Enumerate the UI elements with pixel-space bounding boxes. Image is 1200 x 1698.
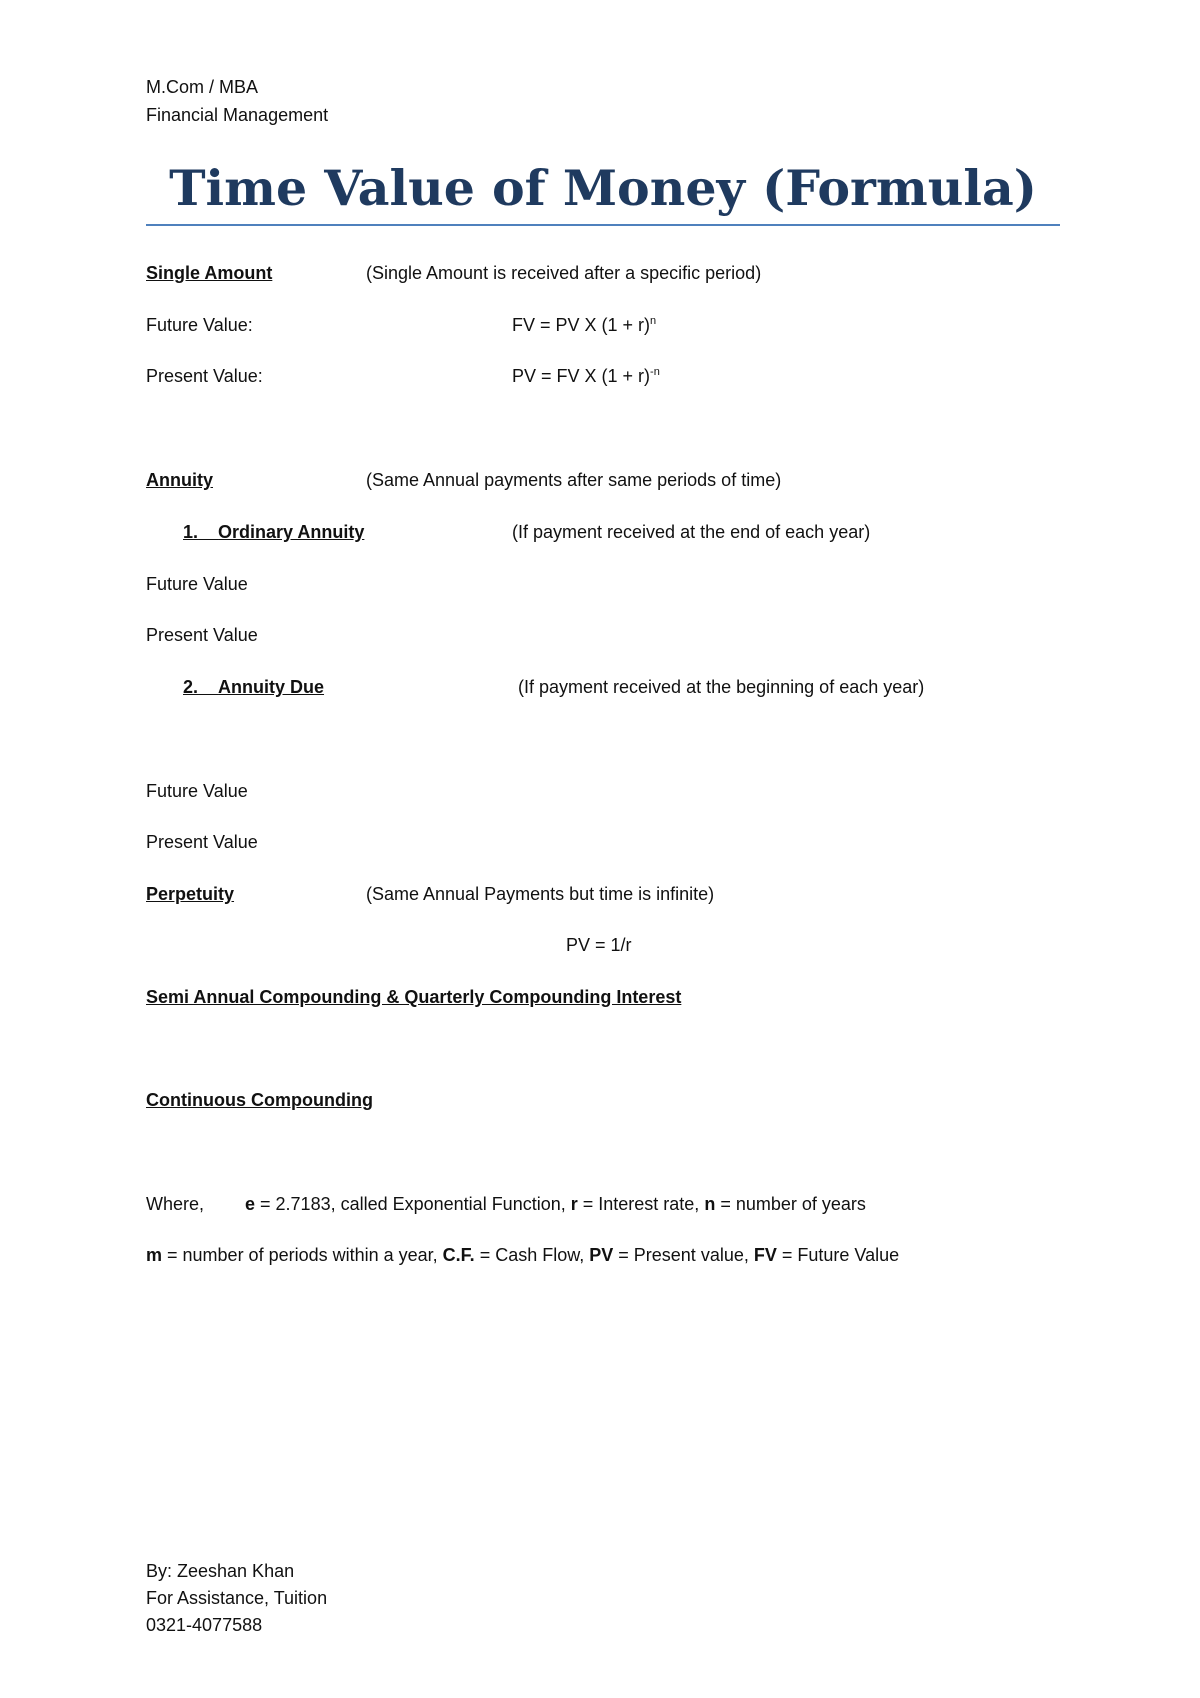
single-fv-formula: FV = PV X $(1 + r)^n$	[512, 315, 657, 335]
perpetuity-note: (Same Annual Payments but time is infinite)	[366, 884, 715, 904]
footer-phone: 0321-4077588	[146, 1615, 263, 1635]
single-pv-exponent: -n	[650, 366, 660, 378]
perpetuity-heading: Perpetuity	[146, 884, 235, 904]
annuity-due-heading: 2. Annuity Due	[183, 677, 325, 697]
footer-assistance: For Assistance, Tuition	[146, 1588, 328, 1608]
single-pv-label: Present Value:	[146, 366, 263, 386]
subject-line: Financial Management	[146, 105, 329, 125]
annuity-heading: Annuity	[146, 470, 213, 490]
where-definitions-line1: e = 2.7183, called Exponential Function, r = Interest rate, n = number of years	[245, 1194, 866, 1214]
where-definitions-line2: m = number of periods within a year, C.F. = Cash Flow, PV = Present value, FV = Future Value	[146, 1245, 900, 1265]
single-fv-exponent: n	[650, 315, 657, 327]
single-amount-note: (Single Amount is received after a specific period)	[366, 263, 762, 283]
footer-author: By: Zeeshan Khan	[146, 1561, 295, 1581]
ordinary-pv-label: Present Value	[146, 625, 258, 645]
continuous-heading: Continuous Compounding	[146, 1090, 373, 1110]
perpetuity-formula: PV = 1/r	[566, 935, 632, 955]
due-pv-label: Present Value	[146, 832, 258, 852]
where-label: Where,	[146, 1194, 205, 1214]
annuity-note: (Same Annual payments after same periods of time)	[366, 470, 782, 490]
ordinary-annuity-heading: 1. Ordinary Annuity	[183, 522, 365, 542]
ordinary-fv-label: Future Value	[146, 574, 248, 594]
single-fv-label: Future Value:	[146, 315, 253, 335]
due-fv-label: Future Value	[146, 781, 248, 801]
page-title: Time Value of Money (Formula)	[169, 159, 1037, 217]
title-divider	[146, 224, 1060, 226]
semi-annual-heading: Semi Annual Compounding & Quarterly Compounding Interest	[146, 987, 682, 1007]
ordinary-annuity-note: (If payment received at the end of each year)	[512, 522, 871, 542]
course-line: M.Com / MBA	[146, 77, 259, 97]
annuity-due-note: (If payment received at the beginning of each year)	[518, 677, 925, 697]
single-pv-formula: PV = FV X $(1 + r)^{-n}$	[512, 366, 660, 386]
single-amount-heading: Single Amount	[146, 263, 273, 283]
